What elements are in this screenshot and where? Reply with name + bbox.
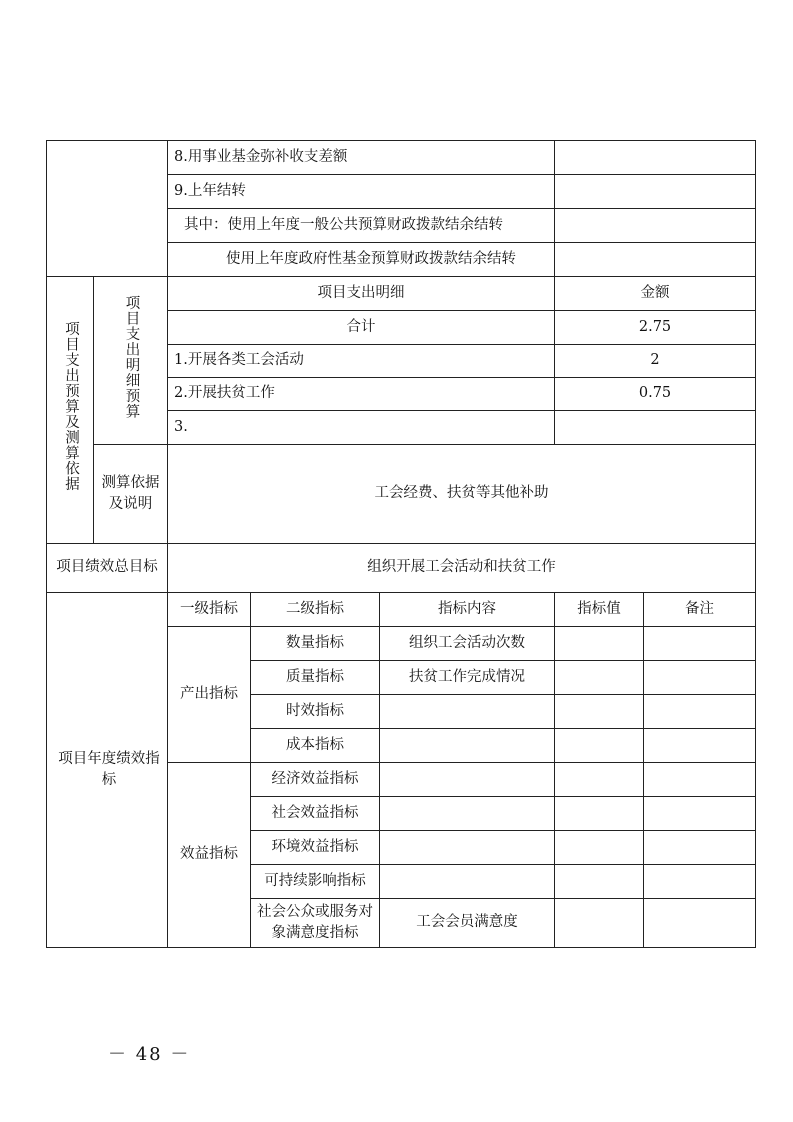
budget-row-label: 其中：使用上年度一般公共预算财政拨款结余结转 — [168, 209, 555, 243]
level2-indicator: 时效指标 — [251, 695, 380, 729]
indicator-content — [380, 865, 555, 899]
header-content: 指标内容 — [380, 593, 555, 627]
indicator-content — [380, 797, 555, 831]
blank-cell — [47, 141, 168, 277]
indicator-value — [555, 627, 644, 661]
indicator-note — [644, 763, 756, 797]
level2-indicator: 社会效益指标 — [251, 797, 380, 831]
table-row — [47, 544, 756, 593]
expense-detail-label: 项目支出明细预算 — [94, 277, 168, 445]
basis-label: 测算依据及说明 — [94, 445, 168, 544]
expense-item-amount: 0.75 — [555, 378, 756, 411]
goal-text: 组织开展工会活动和扶贫工作 — [168, 544, 756, 593]
budget-row-amount — [555, 141, 756, 175]
indicator-note — [644, 695, 756, 729]
header-level2: 二级指标 — [251, 593, 380, 627]
budget-row-amount — [555, 243, 756, 277]
expense-item-amount: 2 — [555, 345, 756, 378]
level2-indicator: 环境效益指标 — [251, 831, 380, 865]
expense-header-amount: 金额 — [555, 277, 756, 311]
indicator-value — [555, 865, 644, 899]
expense-header-item: 项目支出明细 — [168, 277, 555, 311]
indicator-note — [644, 661, 756, 695]
indicator-note — [644, 831, 756, 865]
indicator-value — [555, 695, 644, 729]
level2-indicator: 数量指标 — [251, 627, 380, 661]
budget-row-label: 使用上年度政府性基金预算财政拨款结余结转 — [168, 243, 555, 277]
level2-indicator: 社会公众或服务对象满意度指标 — [251, 899, 380, 948]
indicator-value — [555, 661, 644, 695]
table-row — [47, 141, 756, 175]
table-row — [47, 445, 756, 544]
table-row — [47, 277, 756, 311]
indicator-value — [555, 729, 644, 763]
level2-indicator: 成本指标 — [251, 729, 380, 763]
indicator-note — [644, 865, 756, 899]
expense-item-label: 3. — [168, 411, 555, 445]
benefit-indicator-label: 效益指标 — [168, 763, 251, 948]
header-note: 备注 — [644, 593, 756, 627]
indicator-content — [380, 695, 555, 729]
indicator-note — [644, 729, 756, 763]
expense-section-label: 项目支出预算及测算依据 — [47, 277, 94, 544]
basis-text: 工会经费、扶贫等其他补助 — [168, 445, 756, 544]
indicator-value — [555, 831, 644, 865]
indicator-note — [644, 797, 756, 831]
expense-item-amount — [555, 411, 756, 445]
indicator-content: 组织工会活动次数 — [380, 627, 555, 661]
budget-row-label: 8.用事业基金弥补收支差额 — [168, 141, 555, 175]
indicator-content: 工会会员满意度 — [380, 899, 555, 948]
header-value: 指标值 — [555, 593, 644, 627]
expense-item-label: 2.开展扶贫工作 — [168, 378, 555, 411]
indicator-content — [380, 729, 555, 763]
indicator-value — [555, 899, 644, 948]
indicator-content: 扶贫工作完成情况 — [380, 661, 555, 695]
indicators-section-label: 项目年度绩效指标 — [47, 593, 168, 948]
indicator-content — [380, 831, 555, 865]
budget-row-label: 9.上年结转 — [168, 175, 555, 209]
indicator-note — [644, 899, 756, 948]
level2-indicator: 经济效益指标 — [251, 763, 380, 797]
indicator-note — [644, 627, 756, 661]
budget-row-amount — [555, 175, 756, 209]
expense-total-label: 合计 — [168, 311, 555, 345]
page-number: － 48 － — [108, 1044, 191, 1065]
level2-indicator: 可持续影响指标 — [251, 865, 380, 899]
expense-total-amount: 2.75 — [555, 311, 756, 345]
budget-row-amount — [555, 209, 756, 243]
goal-label: 项目绩效总目标 — [47, 544, 168, 593]
indicator-value — [555, 797, 644, 831]
output-indicator-label: 产出指标 — [168, 627, 251, 763]
expense-item-label: 1.开展各类工会活动 — [168, 345, 555, 378]
indicator-value — [555, 763, 644, 797]
indicator-content — [380, 763, 555, 797]
header-level1: 一级指标 — [168, 593, 251, 627]
level2-indicator: 质量指标 — [251, 661, 380, 695]
project-budget-table — [46, 140, 756, 948]
table-row — [47, 593, 756, 627]
